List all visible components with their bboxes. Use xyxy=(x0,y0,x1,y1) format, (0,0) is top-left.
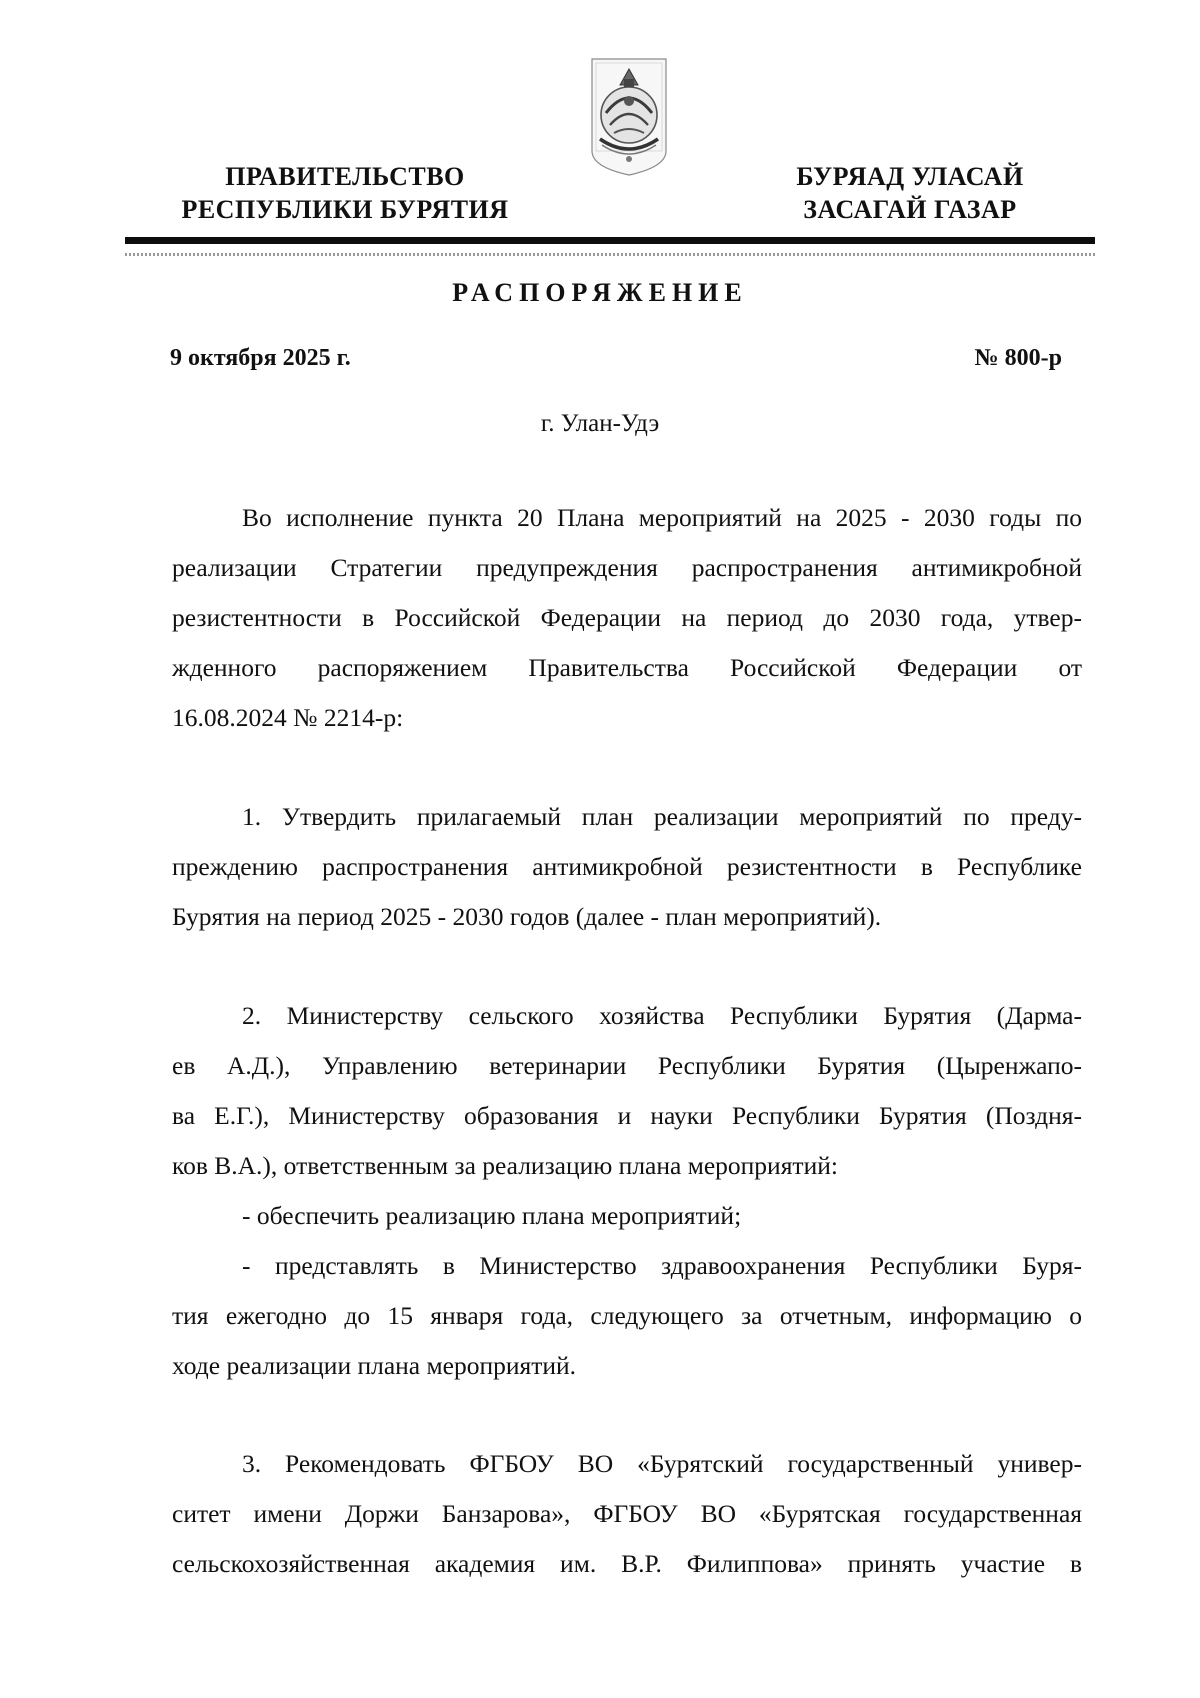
text-line: 1. Утвердить прилагаемый план реализации мероприятий по преду- xyxy=(242,802,1082,831)
document-city: г. Улан-Удэ xyxy=(540,410,660,437)
header-divider-thick xyxy=(125,237,1095,244)
coat-of-arms-icon xyxy=(588,55,670,177)
text-line: 3. Рекомендовать ФГБОУ ВО «Бурятский государственный универ- xyxy=(242,1449,1082,1478)
document-type: РАСПОРЯЖЕНИЕ xyxy=(452,278,748,307)
text-line: ев А.Д.), Управлению ветеринарии Республики Бурятия (Цыренжапо- xyxy=(172,1051,1082,1080)
text-line: преждению распространения антимикробной резистентности в Республике xyxy=(172,852,1082,881)
org-name-line: ПРАВИТЕЛЬСТВО xyxy=(225,162,465,191)
text-line: ситет имени Доржи Банзарова», ФГБОУ ВО «Бурятская государственная xyxy=(172,1499,1082,1528)
document-date: 9 октября 2025 г. xyxy=(170,345,351,371)
org-name-russian xyxy=(155,160,535,226)
text-line: реализации Стратегии предупреждения распространения антимикробной xyxy=(172,553,1082,582)
text-line: - представлять в Министерство здравоохранения Республики Буря- xyxy=(242,1251,1082,1280)
text-line: сельскохозяйственная академия им. В.Р. Филиппова» принять участие в xyxy=(172,1549,1082,1578)
org-name-line: ЗАСАГАЙ ГАЗАР xyxy=(803,195,1017,224)
text-line: 2. Министерству сельского хозяйства Республики Бурятия (Дарма- xyxy=(242,1001,1082,1030)
text-line: Во исполнение пункта 20 Плана мероприятий на 2025 - 2030 годы по xyxy=(242,503,1082,532)
text-line: резистентности в Российской Федерации на период до 2030 года, утвер- xyxy=(172,603,1082,632)
header-divider-thin xyxy=(125,253,1095,256)
text-line: 16.08.2024 № 2214-р: xyxy=(172,703,404,732)
text-line: ков В.А.), ответственным за реализацию плана мероприятий: xyxy=(172,1151,838,1180)
text-line: ходе реализации плана мероприятий. xyxy=(172,1351,577,1380)
org-name-line: БУРЯАД УЛАСАЙ xyxy=(796,162,1024,191)
text-line: ва Е.Г.), Министерству образования и науки Республики Бурятия (Поздня- xyxy=(172,1101,1082,1130)
document-number: № 800-р xyxy=(974,345,1062,371)
text-line: тия ежегодно до 15 января года, следующего за отчетным, информацию о xyxy=(172,1301,1082,1330)
text-line: Бурятия на период 2025 - 2030 годов (далее - план мероприятий). xyxy=(172,902,882,931)
text-line: - обеспечить реализацию плана мероприятий; xyxy=(242,1201,742,1230)
org-name-line: РЕСПУБЛИКИ БУРЯТИЯ xyxy=(181,195,509,224)
text-line: жденного распоряжением Правительства Российской Федерации от xyxy=(172,653,1082,682)
org-name-buryat xyxy=(760,160,1060,226)
